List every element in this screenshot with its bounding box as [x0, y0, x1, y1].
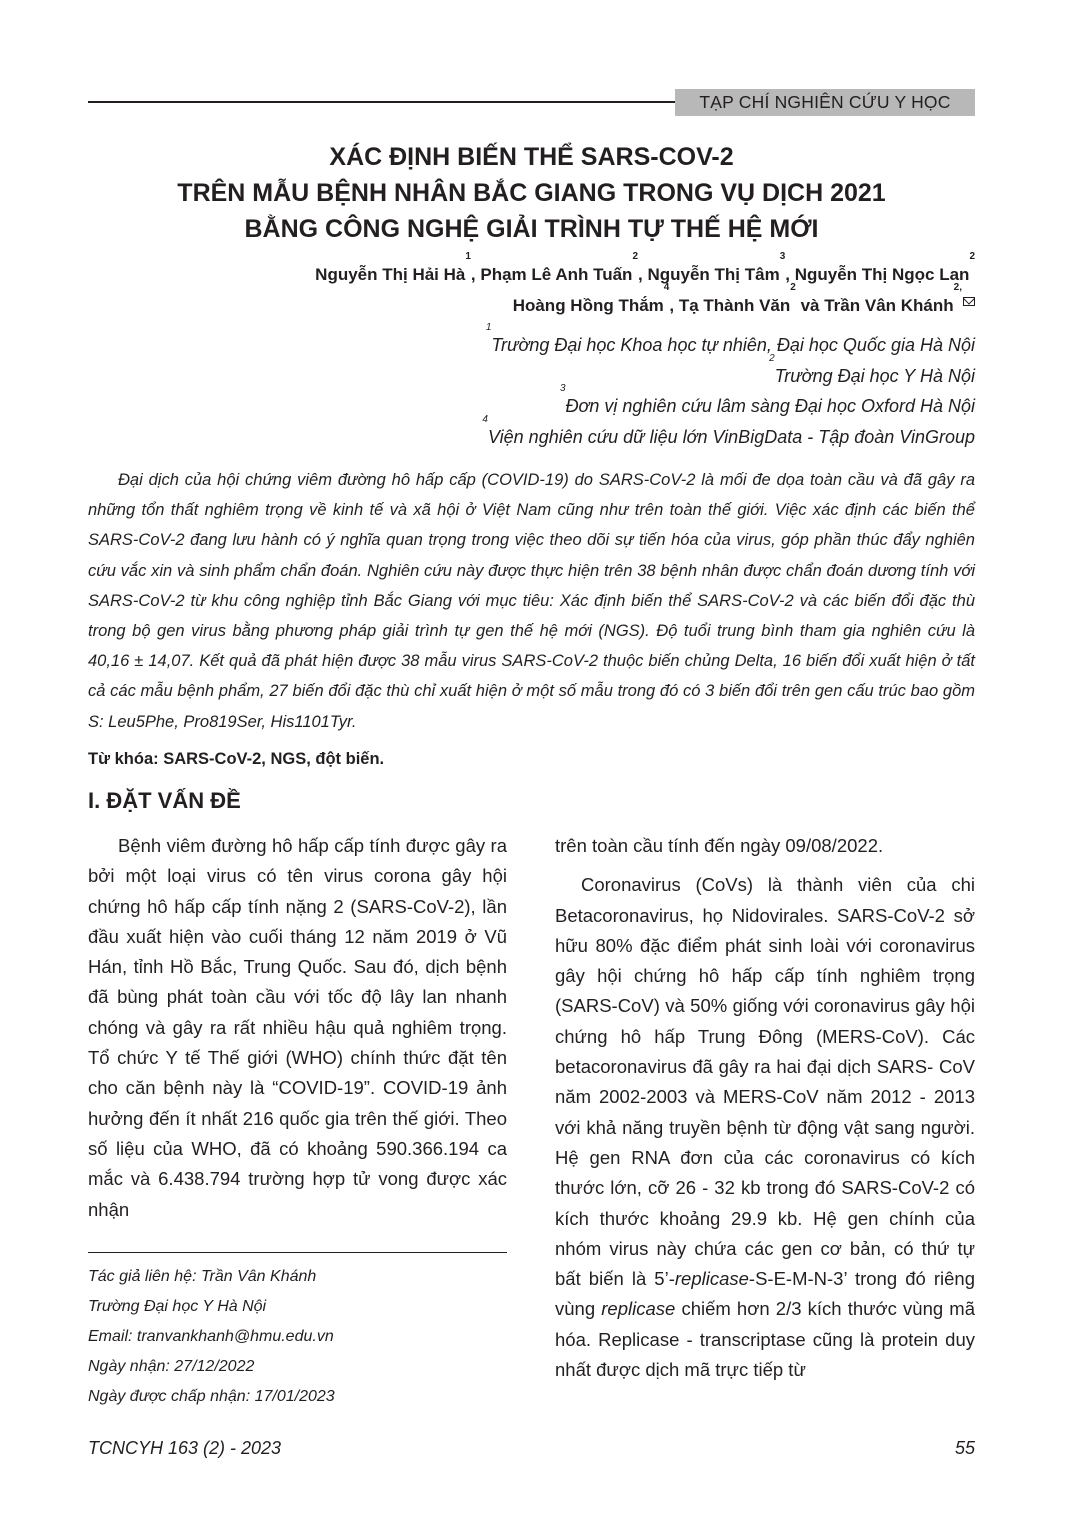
author-name: Nguyễn Thị Tâm [647, 265, 780, 284]
title-line: XÁC ĐỊNH BIẾN THỂ SARS-COV-2 [329, 143, 734, 171]
affiliation-sup: 3 [559, 383, 566, 394]
author-affil-sup: 4 [663, 282, 670, 293]
author-name: Phạm Lê Anh Tuấn [480, 265, 633, 284]
body-text: Coronavirus (CoVs) là thành viên của chi Betacoronavirus, họ Nidovirales. SARS-CoV-2 sở hữu 80% đặc điểm phát sinh loài với coronavirus gây hội chứng hô hấp cấp tính nghiêm trọng (SARS-CoV) và 50% giống với coronavirus gây hội chứng hô hấp Trung Đông (MERS-CoV). Các betacoronavirus đã gây ra hai đại dịch SARS- CoV năm 2002-2003 và MERS-CoV năm 2012 - 2013 với khả năng truyền bệnh từ động vật sang người. Hệ gen RNA đơn của các coronavirus có kích thước lớn, cỡ 26 - 32 kb trong đó SARS-CoV-2 có kích thước khoảng 29.9 kb. Hệ gen chính của nhóm virus này chứa các gen cơ bản, có thứ tự bất biến là 5’- [555, 874, 975, 1290]
authors-joiner: và [800, 296, 820, 315]
affiliation-sup: 1 [485, 322, 492, 333]
abstract: Đại dịch của hội chứng viêm đường hô hấp cấp (COVID-19) do SARS-CoV-2 là mối đe dọa toàn cầu và đã gây ra những tổn thất nghiêm trọng về kinh tế và xã hội ở Việt Nam cũng như trên toàn thế giới. Việc xác định các biến thể SARS-CoV-2 đang lưu hành có ý nghĩa quan trọng trong việc theo dõi sự tiến hóa của virus, góp phần thúc đẩy nghiên cứu vắc xin và sinh phẩm chẩn đoán. Nghiên cứu này được thực hiện trên 38 bệnh nhân được chẩn đoán dương tính với SARS-CoV-2 từ khu công nghiệp tỉnh Bắc Giang với mục tiêu: Xác định biến thể SARS-CoV-2 và các biến đổi đặc thù trong bộ gen virus bằng phương pháp giải trình tự gen thế hệ mới (NGS). Độ tuổi trung bình tham gia nghiên cứu là 40,16 ± 14,07. Kết quả đã phát hiện được 38 mẫu virus SARS-CoV-2 thuộc biến chủng Delta, 16 biến đổi xuất hiện ở tất cả các mẫu bệnh phẩm, 27 biến đổi đặc thù chỉ xuất hiện ở một số mẫu trong đó có 3 biến đổi trên gen cấu trúc bao gồm S: Leu5Phe, Pro819Ser, His1101Tyr. [88, 471, 975, 731]
author-affil-sup: 2 [632, 251, 638, 262]
contact-email: Email: tranvankhanh@hmu.edu.vn [88, 1328, 334, 1345]
italic-term: replicase [674, 1268, 749, 1290]
italic-term: replicase [601, 1298, 676, 1320]
footer-page-number: 55 [954, 1438, 975, 1458]
body-paragraph: Bệnh viêm đường hô hấp cấp tính được gây ra bởi một loại virus có tên virus corona gây hội chứng hô hấp cấp tính nặng 2 (SARS-CoV-2), lần đầu xuất hiện vào cuối tháng 12 năm 2019 ở Vũ Hán, tỉnh Hồ Bắc, Trung Quốc. Sau đó, dịch bệnh đã bùng phát toàn cầu với tốc độ lây lan nhanh chóng và gây ra rất nhiều hậu quả nghiêm trọng. Tổ chức Y tế Thế giới (WHO) chính thức đặt tên cho căn bệnh này là “COVID-19”. COVID-19 ảnh hưởng đến ít nhất 216 quốc gia trên thế giới. Theo số liệu của WHO, đã có khoảng 590.366.194 ca mắc và 6.438.794 trường hợp tử vong được xác nhận [88, 835, 507, 1220]
affiliation-text: Đơn vị nghiên cứu lâm sàng Đại học Oxford Hà Nội [565, 396, 975, 416]
section-heading: I. ĐẶT VẤN ĐỀ [88, 788, 241, 813]
footnote-rule [88, 1252, 507, 1253]
article-title [88, 139, 975, 247]
affiliation-text: Viện nghiên cứu dữ liệu lớn VinBigData - Tập đoàn VinGroup [487, 426, 975, 447]
body-column-right [555, 831, 975, 1385]
affiliation-line [482, 322, 975, 361]
affiliation-sup: 4 [482, 413, 488, 425]
contact-author: Tác giả liên hệ: Trần Vân Khánh [88, 1268, 317, 1285]
envelope-icon [963, 297, 975, 306]
received-date: Ngày nhận: 27/12/2022 [88, 1358, 255, 1375]
affiliation-list [482, 322, 975, 452]
author-affil-sup: 2, [953, 282, 962, 293]
affiliation-text: Trường Đại học Y Hà Nội [774, 365, 975, 386]
contact-institution: Trường Đại học Y Hà Nội [88, 1298, 267, 1315]
affiliation-sup: 2 [769, 352, 775, 364]
footer-journal-issue: TCNCYH 163 (2) - 2023 [88, 1438, 282, 1458]
affiliation-line [482, 413, 975, 453]
accepted-date: Ngày được chấp nhận: 17/01/2023 [88, 1388, 335, 1405]
author-affil-sup: 2 [969, 251, 975, 262]
author-list [315, 251, 975, 321]
affiliation-line [482, 352, 975, 392]
author-line: Nguyễn Thị Hải $Hà^1$, Phạm Lê Anh Tuấn$^2$, Nguyễn Thị Tâm$^3$, Nguyễn Thị Ngọc Lan$^2$ [315, 251, 975, 284]
journal-name-banner: TẠP CHÍ NGHIÊN CỨU Y HỌC [675, 89, 975, 116]
author-name: Nguyễn Thị Ngọc Lan [794, 265, 970, 284]
body-paragraph [555, 870, 975, 1385]
author-name: Hoàng Hồng Thắm [512, 296, 664, 315]
body-text: -S-E-M-N-3’ trong đó riêng vùng [555, 1268, 975, 1320]
body-paragraph-continued: trên toàn cầu tính đến ngày 09/08/2022. [555, 835, 884, 856]
author-name: Tạ Thành Văn [678, 296, 791, 315]
keywords: Từ khóa: SARS-CoV-2, NGS, đột biến. [88, 750, 385, 768]
correspondence-info [88, 1262, 335, 1412]
title-line: TRÊN MẪU BỆNH NHÂN BẮC GIANG TRONG VỤ DỊCH 2021 [177, 179, 886, 207]
body-column-left [88, 831, 507, 1225]
author-affil-sup: 1 [465, 251, 471, 262]
title-line: BẰNG CÔNG NGHỆ GIẢI TRÌNH TỰ THẾ HỆ MỚI [244, 215, 819, 243]
author-affil-sup: 3 [779, 251, 786, 262]
body-text: chiếm hơn 2/3 kích thước vùng mã hóa. Replicase - transcriptase cũng là protein duy nhất được dịch mã trực tiếp từ [555, 1298, 975, 1381]
author-affil-sup: 2 [790, 282, 796, 293]
author-name: Nguyễn Thị Hải Hà [315, 265, 466, 284]
affiliation-line [482, 383, 975, 422]
author-name: Trần Vân Khánh [824, 296, 954, 315]
affiliation-text: Trường Đại học Khoa học tự nhiên, Đại học Quốc gia Hà Nội [491, 335, 975, 355]
header-rule [88, 101, 688, 103]
author-line: Hoàng Hồng Thắm$^4$, Tạ Thành Văn$^2$ và Trần Vân Khánh$^{2,}$ [315, 290, 975, 321]
